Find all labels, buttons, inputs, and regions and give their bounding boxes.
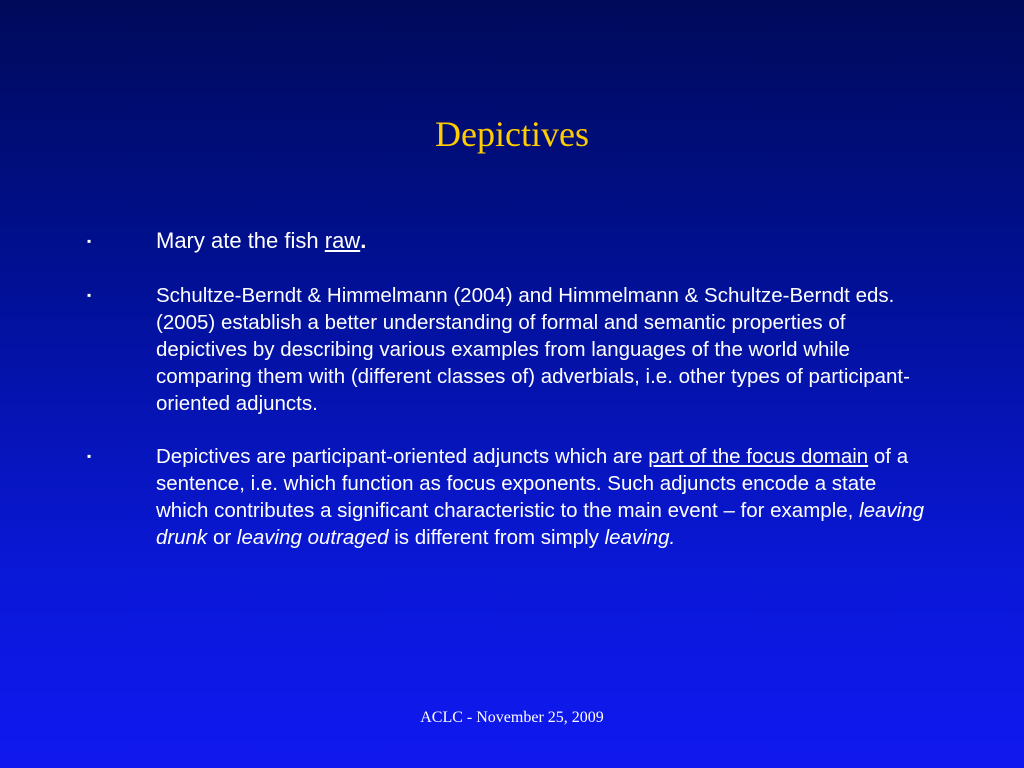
italic-text: leaving drunk	[156, 499, 925, 549]
italic-text: leaving outraged	[236, 526, 389, 549]
bullet-list	[0, 226, 1024, 551]
bullet-text-part: or	[207, 526, 237, 549]
bullet-item	[0, 443, 926, 551]
bold-text: .	[360, 228, 367, 253]
bullet-text-part: Mary ate the fish	[156, 228, 325, 253]
square-bullet-icon: ▪	[87, 234, 92, 248]
bullet-item	[0, 226, 926, 256]
square-bullet-icon: ▪	[87, 449, 92, 463]
slide-footer: ACLC - November 25, 2009	[420, 709, 604, 726]
bullet-item	[0, 282, 926, 417]
slide-title: Depictives	[435, 114, 589, 154]
square-bullet-icon: ▪	[87, 288, 92, 302]
bullet-text-part: is different from simply	[388, 526, 605, 549]
bullet-text-part: Depictives are participant-oriented adjuncts which are	[156, 445, 649, 468]
underlined-text: raw	[324, 228, 361, 253]
bullet-text-part: of a sentence, i.e. which function as focus exponents. Such adjuncts encode a state which contributes a significant characteristic to the main event – for example,	[156, 445, 909, 522]
underlined-text: part of the focus domain	[648, 445, 869, 468]
bullet-text-part: Schultze-Berndt & Himmelmann (2004) and Himmelmann & Schultze-Berndt eds. (2005) establish a better understanding of formal and semantic properties of depictives by describing various examples from languages of the world while comparing them with (different classes of) adverbials, i.e. other types of participant-oriented adjuncts.	[156, 284, 910, 415]
italic-text: leaving.	[604, 526, 676, 549]
